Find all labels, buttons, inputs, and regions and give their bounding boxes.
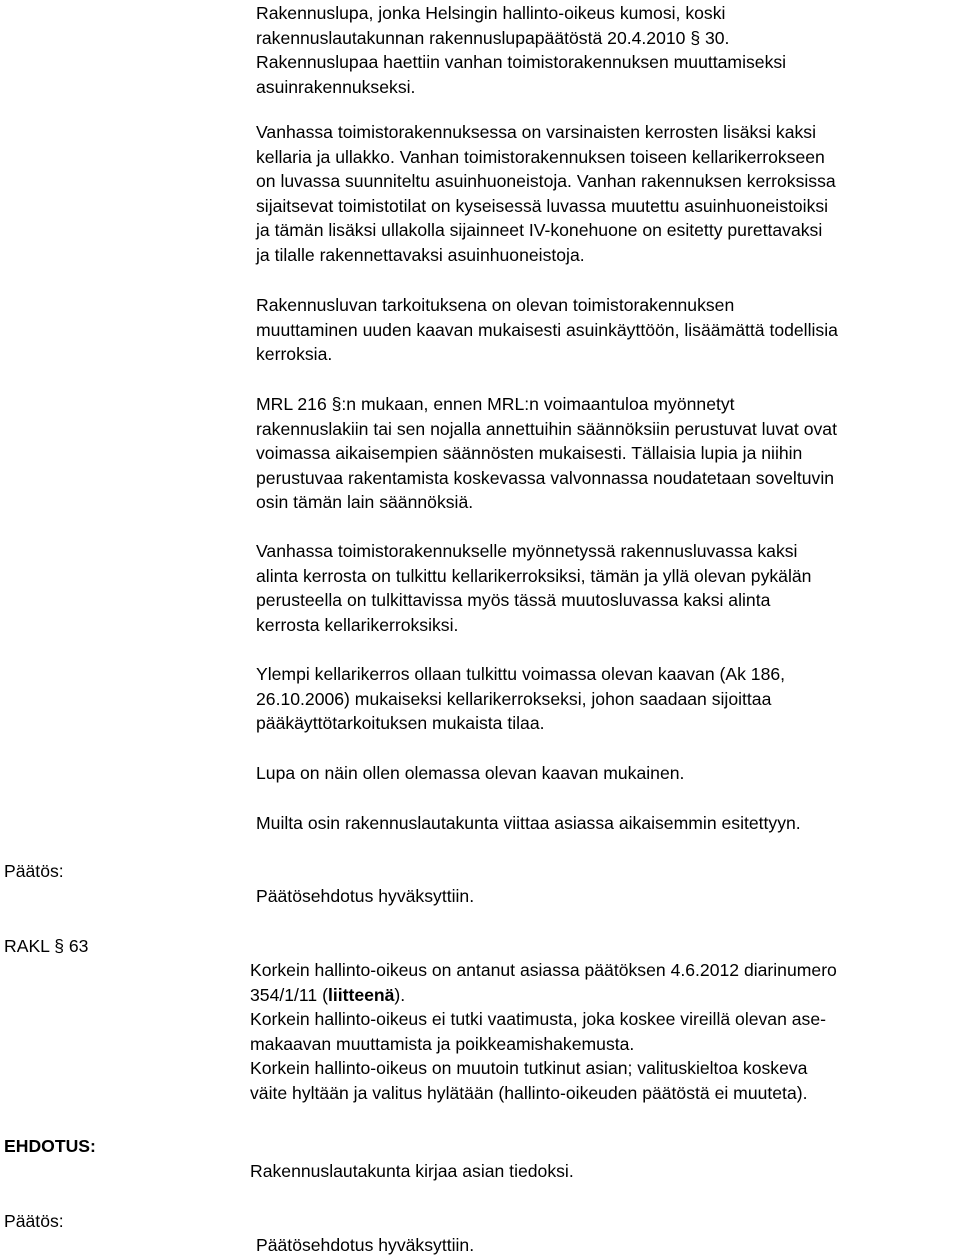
text-line: Muilta osin rakennuslautakunta viittaa asiassa aikaisemmin esitettyyn.	[256, 813, 801, 833]
section-number: 63	[68, 936, 89, 956]
text-line: muuttaminen uuden kaavan mukaisesti asuinkäyttöön, lisäämättä todellisia	[256, 319, 838, 340]
text-line: 26.10.2006) mukaiseksi kellarikerrokseksi, johon saadaan sijoittaa	[256, 688, 772, 709]
text-line: Rakennuslupa, jonka Helsingin hallinto-oikeus kumosi, koski	[256, 3, 726, 23]
decision-text: Päätösehdotus hyväksyttiin.	[256, 886, 475, 906]
proposal-text: Rakennuslautakunta kirjaa asian tiedoksi.	[250, 1161, 574, 1181]
text-line: Rakennusluvan tarkoituksena on olevan toimistorakennuksen	[256, 295, 735, 315]
text-line: rakennuslakiin tai sen nojalla annettuihin säännöksiin perustuvat luvat ovat	[256, 418, 837, 439]
paragraph-background-permit	[256, 1, 960, 99]
text-line: Vanhassa toimistorakennuksessa on varsinaisten kerrosten lisäksi kaksi	[256, 122, 817, 142]
text-line: Ylempi kellarikerros ollaan tulkittu voimassa olevan kaavan (Ak 186,	[256, 664, 786, 684]
text-line: rakennuslautakunnan rakennuslupapäätöstä 20.4.2010 § 30.	[256, 27, 730, 48]
paragraph-basement-interpretation	[256, 539, 960, 637]
text-line: asuinrakennukseksi.	[256, 76, 416, 97]
text-line: Lupa on näin ollen olemassa olevan kaavan mukainen.	[256, 763, 685, 783]
text-line: väite hyltään ja valitus hylätään (hallinto-oikeuden päätöstä ei muuteta).	[250, 1082, 808, 1103]
text-line: kerroksia.	[256, 344, 333, 364]
attachment-reference: liitteenä	[327, 984, 395, 1005]
text-line: Korkein hallinto-oikeus on antanut asiassa päätöksen 4.6.2012 diarinumero	[250, 960, 837, 980]
paragraph-conclusion	[256, 761, 960, 786]
text-line: perustuvaa rakentamista koskevassa valvonnassa noudatetaan soveltuvin	[256, 467, 835, 488]
paragraph-upper-basement	[256, 662, 960, 736]
text-line: pääkäyttötarkoituksen mukaista tilaa.	[256, 713, 545, 733]
paragraph-permit-purpose	[256, 293, 960, 367]
text-line: ja tilalle rakennettavaksi asuinhuoneistoja.	[256, 244, 585, 265]
text-line: Korkein hallinto-oikeus ei tutki vaatimusta, joka koskee vireillä olevan ase-	[250, 1009, 826, 1029]
section-body	[250, 958, 960, 1105]
paragraph-mrl-216	[256, 392, 960, 515]
text-line: ja tämän lisäksi ullakolla sijainneet IV-konehuone on esitetty purettavaksi	[256, 220, 823, 240]
paragraph-reference	[256, 811, 960, 836]
paragraph-building-description	[256, 120, 960, 267]
text-line: perusteella on tulkittavissa myös tässä muutosluvassa kaksi alinta	[256, 590, 771, 610]
text-line: on luvassa suunniteltu asuinhuoneistoja. Vanhan rakennuksen kerroksissa	[256, 171, 836, 191]
section-label: RAKL	[4, 936, 50, 956]
text-line: Vanhassa toimistorakennukselle myönnetyssä rakennusluvassa kaksi	[256, 541, 798, 561]
text-line: voimassa aikaisempien säännösten mukaisesti. Tällaisia lupia ja niihin	[256, 443, 803, 463]
text-fragment: ).	[394, 984, 406, 1005]
section-heading	[4, 934, 88, 959]
text-line: Korkein hallinto-oikeus on muutoin tutkinut asian; valituskieltoa koskeva	[250, 1058, 808, 1078]
text-line: MRL 216 §:n mukaan, ennen MRL:n voimaantuloa myönnetyt	[256, 394, 735, 414]
text-line: Rakennuslupaa haettiin vanhan toimistorakennuksen muuttamiseksi	[256, 52, 787, 72]
text-line: alinta kerrosta on tulkittu kellarikerroksiksi, tämän ja yllä olevan pykälän	[256, 565, 812, 586]
text-fragment: 354/1/11 (	[250, 984, 328, 1005]
text-line: makaavan muuttamista ja poikkeamishakemusta.	[250, 1033, 635, 1054]
decision-label: Päätös:	[4, 1211, 64, 1231]
proposal-label: EHDOTUS:	[4, 1136, 96, 1156]
decision-label: Päätös:	[4, 861, 64, 881]
text-line: osin tämän lain säännöksiä.	[256, 492, 474, 512]
text-line: sijaitsevat toimistotilat on kyseisessä luvassa muutettu asuinhuoneistoiksi	[256, 195, 829, 216]
text-line	[250, 983, 960, 1008]
text-line: kerrosta kellarikerroksiksi.	[256, 614, 459, 635]
section-sign: §	[54, 936, 64, 956]
decision-text: Päätösehdotus hyväksyttiin.	[256, 1235, 475, 1255]
text-line: kellaria ja ullakko. Vanhan toimistorakennuksen toiseen kellarikerrokseen	[256, 146, 825, 167]
